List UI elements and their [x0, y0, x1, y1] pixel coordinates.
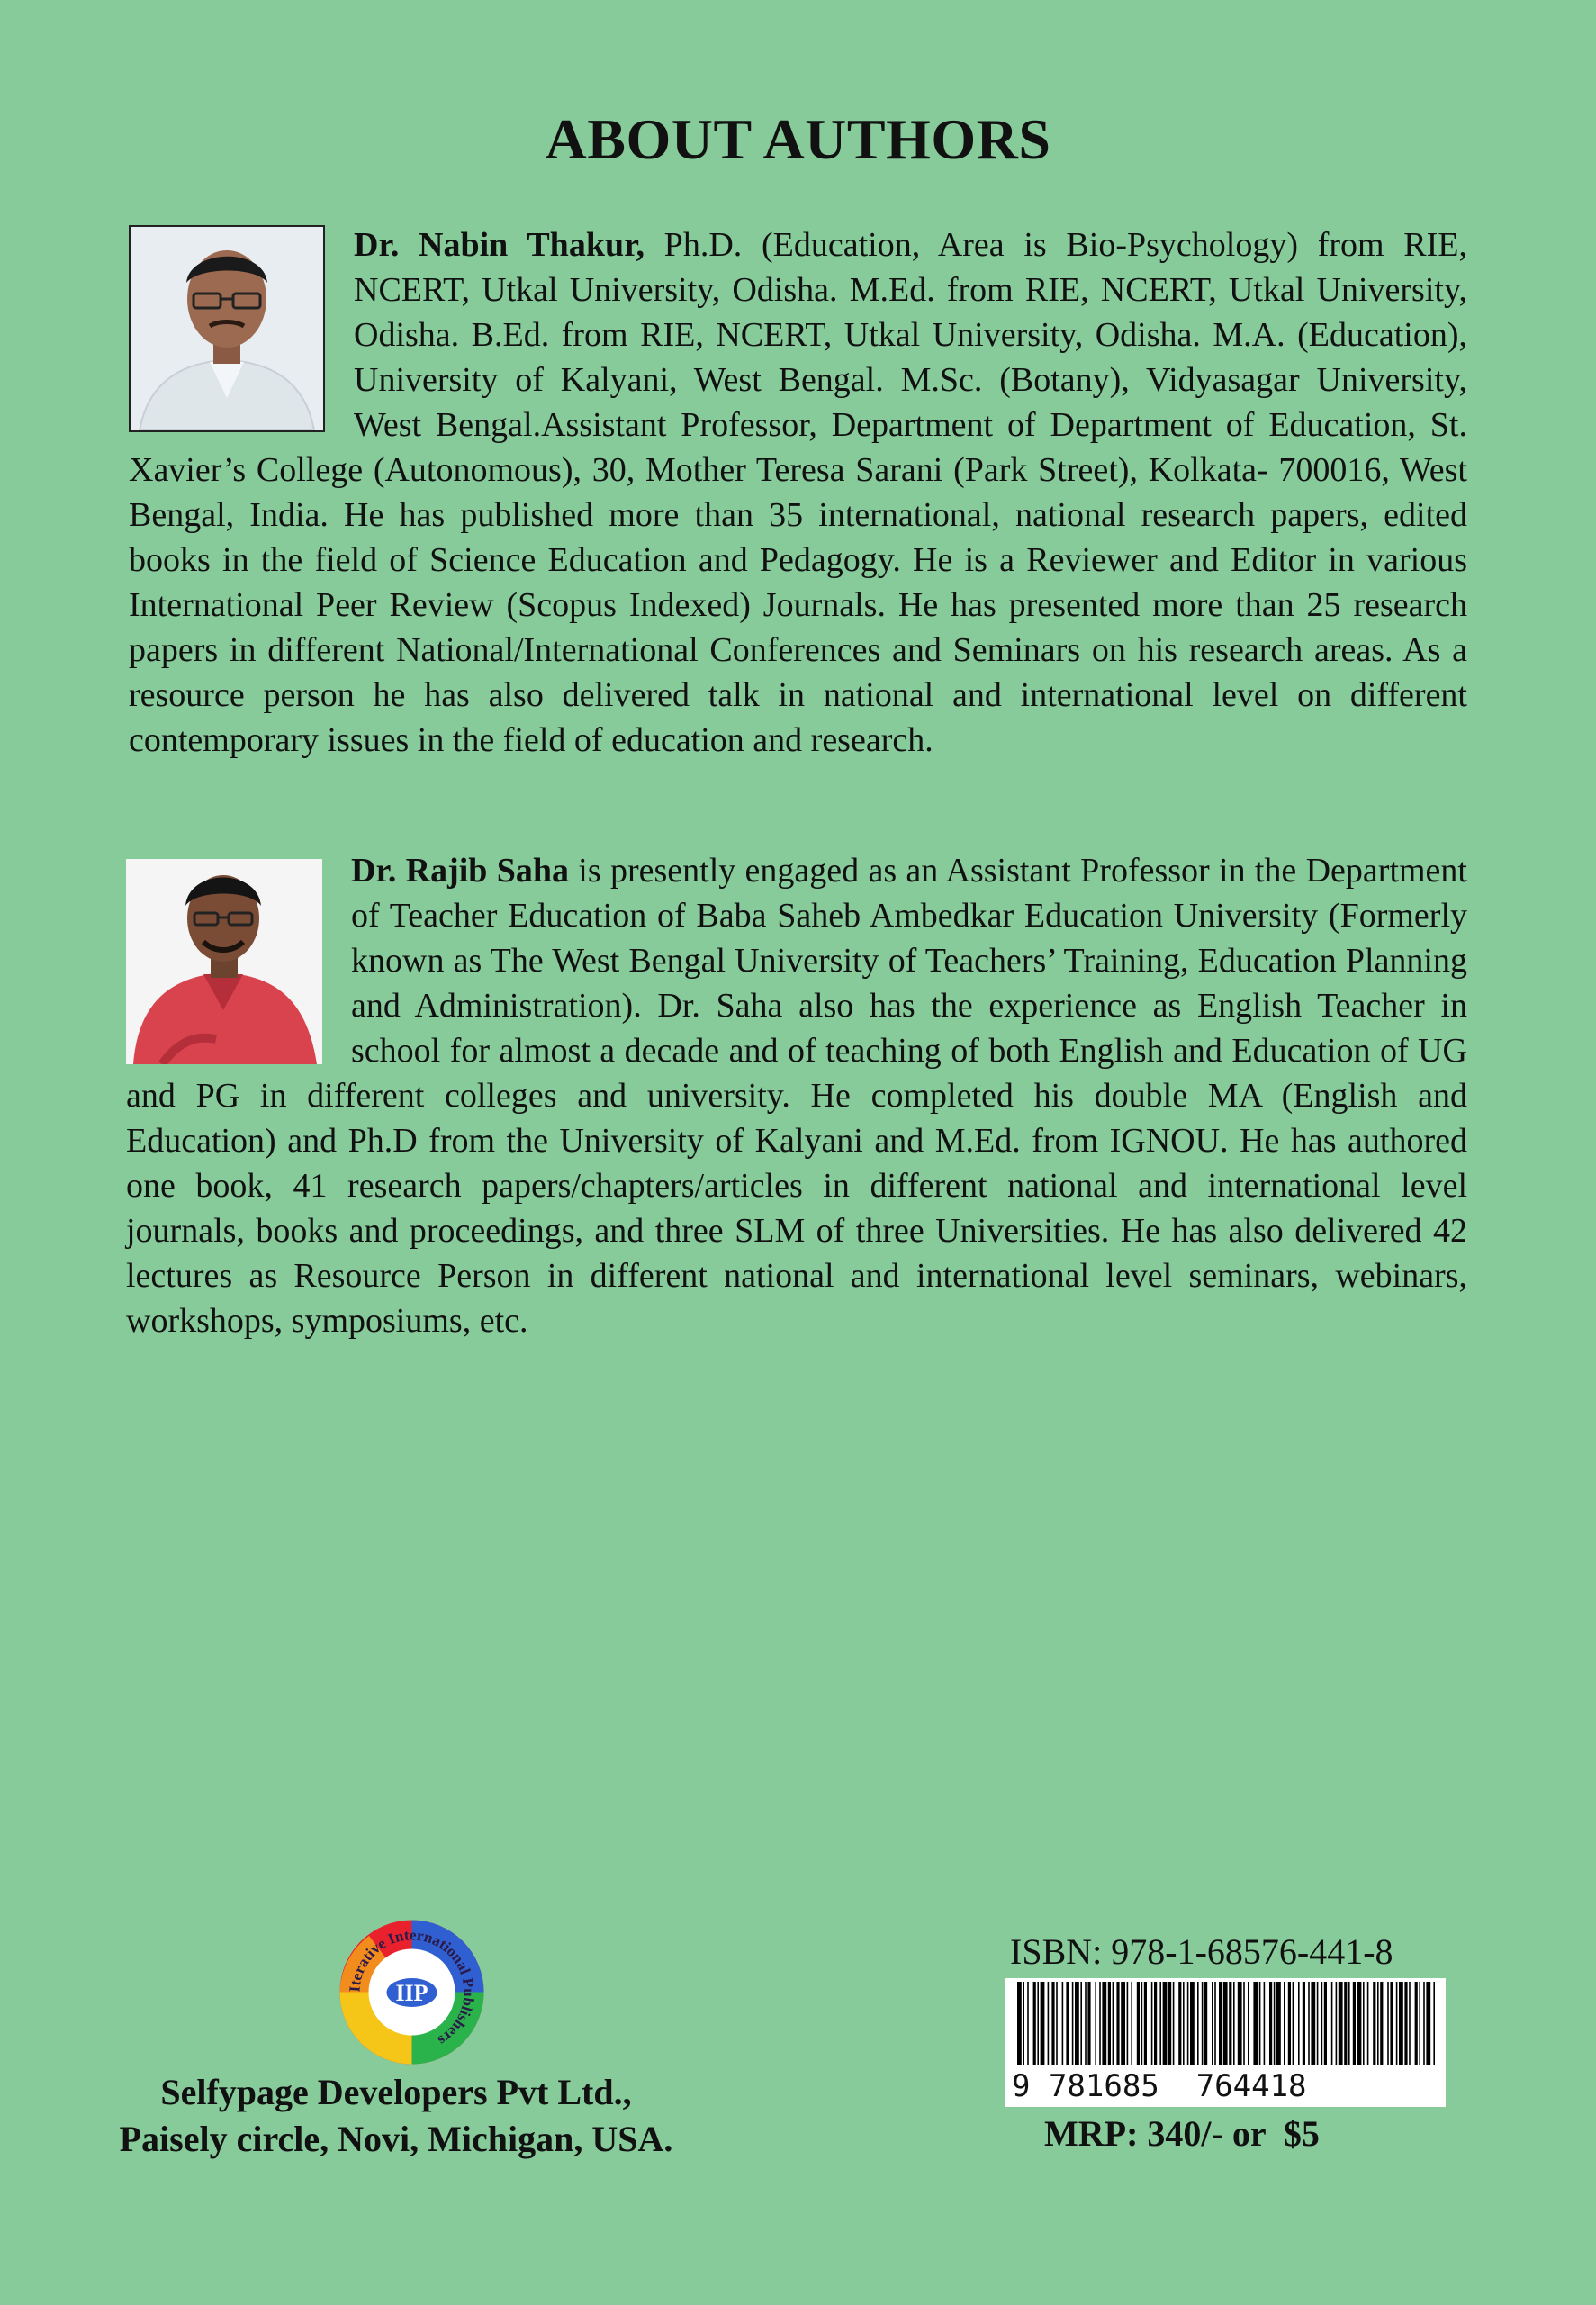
- barcode-bar: [1178, 1982, 1181, 2065]
- barcode-bar: [1116, 1982, 1119, 2065]
- barcode-bar: [1357, 1982, 1362, 2065]
- barcode-bar: [1163, 1982, 1168, 2065]
- barcode-bar: [1367, 1982, 1369, 2065]
- barcode-bar: [1303, 1982, 1305, 2065]
- barcode-bar: [1348, 1982, 1350, 2065]
- author-bio-text-rajib-saha: is presently engaged as an Assistant Professor in the Department of Teacher Education of Baba Saheb Ambedkar Education University (Formerly known as The West Bengal University of Teachers’ Training, Education Planning and Administration). Dr. Saha also has the experience as English Teacher in school for almost a decade and of teaching of both English and Education of UG and PG in different colleges and university. He completed his double MA (English and Education) and Ph.D from the University of Kalyani and M.Ed. from IGNOU. He has authored one book, 41 research papers/chapters/articles in different national and international level journals, books and proceedings, and three SLM of three Universities. He has also delivered 42 lectures as Resource Person in different national and international level seminars, webinars, workshops, symposiums, etc.: [126, 852, 1467, 1340]
- barcode-bar: [1017, 1982, 1022, 2065]
- barcode-bar: [1023, 1982, 1024, 2065]
- barcode-digits: 9 781685 764418: [1012, 2068, 1307, 2104]
- barcode-bar: [1336, 1982, 1338, 2065]
- barcode-bar: [1317, 1982, 1319, 2065]
- author-photo-rajib-saha: [126, 859, 322, 1064]
- barcode-bar: [1087, 1982, 1090, 2065]
- barcode-bar: [1415, 1982, 1418, 2065]
- barcode-bar: [1396, 1982, 1398, 2065]
- author-bio-rajib-saha: [126, 848, 1467, 1343]
- author-name-rajib-saha: Dr. Rajib Saha: [351, 852, 569, 890]
- barcode-bar: [1433, 1982, 1435, 2065]
- barcode-bar: [1127, 1982, 1129, 2065]
- price-label: MRP: 340/- or $5: [1044, 2113, 1320, 2154]
- barcode-bar: [1113, 1982, 1114, 2065]
- barcode-bar: [1276, 1982, 1281, 2065]
- barcode-bar: [1027, 1982, 1029, 2065]
- logo-ring-text: Iterative International Publishers: [346, 1926, 478, 2050]
- barcode-bar: [1204, 1982, 1207, 2065]
- barcode-bar: [1404, 1982, 1407, 2065]
- publisher-address: [117, 2069, 675, 2163]
- barcode-bar: [1426, 1982, 1430, 2065]
- barcode-bar: [1253, 1982, 1258, 2065]
- barcode-bar: [1085, 1982, 1087, 2065]
- barcode-bar: [1419, 1982, 1420, 2065]
- logo-iip-text: IIP: [395, 1980, 428, 2006]
- author-bio-nabin-thakur: [129, 222, 1467, 763]
- barcode-bar: [1409, 1982, 1411, 2065]
- author-photo-nabin-thakur: [129, 225, 325, 432]
- barcode-bar: [1353, 1982, 1356, 2065]
- barcode-bar: [1380, 1982, 1383, 2065]
- barcode-bar: [1131, 1982, 1132, 2065]
- barcode-bar: [1121, 1982, 1125, 2065]
- barcode-bar: [1051, 1982, 1054, 2065]
- barcode-bar: [1144, 1982, 1147, 2065]
- barcode-bar: [1212, 1982, 1213, 2065]
- barcode-bar: [1259, 1982, 1261, 2065]
- barcode-bar: [1248, 1982, 1249, 2065]
- barcode-bar: [1202, 1982, 1204, 2065]
- publisher-logo: [333, 1913, 491, 2071]
- barcode-bar: [1095, 1982, 1096, 2065]
- barcode-bar: [1399, 1982, 1403, 2065]
- barcode-bar: [1219, 1982, 1222, 2065]
- barcode-bars: [1005, 1978, 1446, 2068]
- barcode-bar: [1214, 1982, 1216, 2065]
- barcode-bar: [1284, 1982, 1285, 2065]
- barcode-bar: [1168, 1982, 1171, 2065]
- barcode-bar: [1066, 1982, 1069, 2065]
- barcode-bar: [1075, 1982, 1079, 2065]
- barcode-bar: [1159, 1982, 1161, 2065]
- barcode-bar: [1324, 1982, 1327, 2065]
- barcode-bar: [1080, 1982, 1082, 2065]
- isbn-label: ISBN: 978-1-68576-441-8: [1010, 1931, 1393, 1972]
- barcode-bar: [1151, 1982, 1153, 2065]
- barcode-bar: [1293, 1982, 1294, 2065]
- isbn-barcode: [1005, 1978, 1446, 2107]
- barcode-bar: [1137, 1982, 1140, 2065]
- barcode-bar: [1339, 1982, 1343, 2065]
- barcode-bar: [1377, 1982, 1379, 2065]
- barcode-bar: [1238, 1982, 1242, 2065]
- barcode-bar: [1056, 1982, 1058, 2065]
- page-title: ABOUT AUTHORS: [545, 107, 1051, 171]
- barcode-bar: [1102, 1982, 1106, 2065]
- barcode-bar: [1223, 1982, 1228, 2065]
- barcode-bar: [1197, 1982, 1199, 2065]
- barcode-bar: [1373, 1982, 1375, 2065]
- barcode-bar: [1308, 1982, 1310, 2065]
- barcode-bar: [1298, 1982, 1300, 2065]
- publisher-name: Selfypage Developers Pvt Ltd.,: [160, 2072, 632, 2112]
- barcode-bar: [1099, 1982, 1101, 2065]
- barcode-bar: [1154, 1982, 1157, 2065]
- barcode-bar: [1072, 1982, 1074, 2065]
- barcode-bar: [1190, 1982, 1195, 2065]
- barcode-bar: [1423, 1982, 1425, 2065]
- barcode-bar: [1108, 1982, 1111, 2065]
- barcode-bar: [1141, 1982, 1143, 2065]
- author-name-nabin-thakur: Dr. Nabin Thakur,: [354, 226, 645, 264]
- barcode-bar: [1269, 1982, 1272, 2065]
- barcode-bar: [1233, 1982, 1235, 2065]
- barcode-bar: [1033, 1982, 1036, 2065]
- barcode-bar: [1187, 1982, 1189, 2065]
- barcode-bar: [1037, 1982, 1039, 2065]
- barcode-bar: [1274, 1982, 1276, 2065]
- barcode-bar: [1048, 1982, 1050, 2065]
- barcode-bar: [1387, 1982, 1389, 2065]
- barcode-bar: [1173, 1982, 1175, 2065]
- barcode-bar: [1041, 1982, 1045, 2065]
- barcode-bar: [1183, 1982, 1185, 2065]
- author-bio-text-nabin-thakur: Ph.D. (Education, Area is Bio-Psychology) from RIE, NCERT, Utkal University, Odisha. M.Ed. from RIE, NCERT, Utkal University, Odisha. B.Ed. from RIE, NCERT, Utkal University, Odisha. M.A. (Education), University of Kalyani, West Bengal. M.Sc. (Botany), Vidyasagar University, West Bengal.Assistant Professor, Department of Department of Education, St. Xavier’s College (Autonomous), 30, Mother Teresa Sarani (Park Street), Kolkata- 700016, West Bengal, India. He has published more than 35 international, national research papers, edited books in the field of Science Education and Pedagogy. He is a Reviewer and Editor in various International Peer Review (Scopus Indexed) Journals. He has presented more than 25 research papers in different National/International Conferences and Seminars on his research areas. As a resource person he has also delivered talk in national and international level on different contemporary issues in the field of education and research.: [129, 226, 1467, 759]
- barcode-bar: [1331, 1982, 1333, 2065]
- barcode-bar: [1363, 1982, 1365, 2065]
- barcode-bar: [1229, 1982, 1231, 2065]
- barcode-bar: [1062, 1982, 1064, 2065]
- publisher-location: Paisely circle, Novi, Michigan, USA.: [119, 2119, 673, 2159]
- barcode-bar: [1264, 1982, 1266, 2065]
- barcode-bar: [1288, 1982, 1291, 2065]
- barcode-bar: [1243, 1982, 1245, 2065]
- barcode-bar: [1390, 1982, 1393, 2065]
- barcode-bar: [1344, 1982, 1347, 2065]
- barcode-bar: [1311, 1982, 1315, 2065]
- barcode-bar: [1321, 1982, 1323, 2065]
